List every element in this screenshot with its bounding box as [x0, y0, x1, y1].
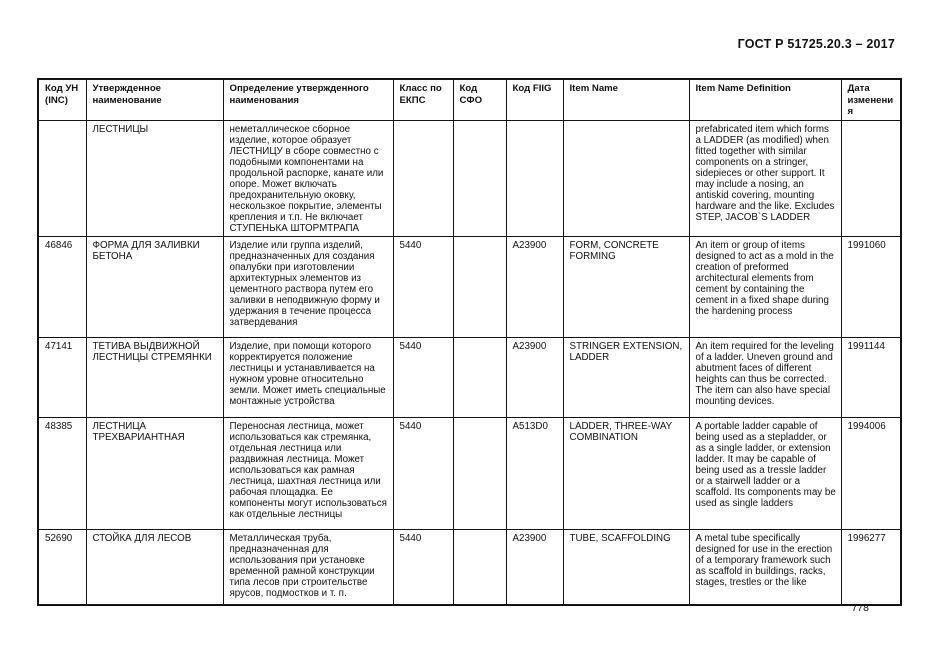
- col-header-sfo-code: Код СФО: [453, 79, 506, 120]
- cell-approved-name: ФОРМА ДЛЯ ЗАЛИВКИ БЕТОНА: [86, 236, 223, 337]
- cell-ekps-class: 5440: [393, 236, 453, 337]
- classification-table: [37, 78, 902, 606]
- page-number: 778: [851, 602, 869, 614]
- cell-inc-code: 48385: [38, 417, 86, 529]
- cell-definition-ru: Переносная лестница, может использоваться как стремянка, отдельная лестница или раздвижная лестница. Может использоваться как рамная лестница, шахтная лестница или рабочая площадка. Ее компоненты могут использоваться как отдельные лестницы: [223, 417, 393, 529]
- cell-ekps-class: [393, 120, 453, 236]
- cell-approved-name: ЛЕСТНИЦЫ: [86, 120, 223, 236]
- document-title: ГОСТ Р 51725.20.3 – 2017: [737, 37, 895, 51]
- cell-ekps-class: 5440: [393, 529, 453, 605]
- cell-inc-code: [38, 120, 86, 236]
- cell-item-name-definition: A portable ladder capable of being used as a stepladder, or as a single ladder, or extension ladder. It may be capable of being used as a tressle ladder or a stairwell ladder or a scaffold. Its components may be used as single ladders: [689, 417, 841, 529]
- table-row: [38, 529, 901, 605]
- cell-approved-name: ТЕТИВА ВЫДВИЖНОЙ ЛЕСТНИЦЫ СТРЕМЯНКИ: [86, 337, 223, 417]
- cell-inc-code: 52690: [38, 529, 86, 605]
- cell-item-name: FORM, CONCRETE FORMING: [563, 236, 689, 337]
- table-row: [38, 417, 901, 529]
- cell-fiig-code: [506, 120, 563, 236]
- cell-item-name: TUBE, SCAFFOLDING: [563, 529, 689, 605]
- cell-fiig-code: A23900: [506, 529, 563, 605]
- cell-item-name: STRINGER EXTENSION, LADDER: [563, 337, 689, 417]
- table-row: [38, 337, 901, 417]
- cell-sfo-code: [453, 417, 506, 529]
- col-header-item-name-definition: Item Name Definition: [689, 79, 841, 120]
- col-header-item-name: Item Name: [563, 79, 689, 120]
- table-row: [38, 236, 901, 337]
- cell-item-name-definition: An item required for the leveling of a ladder. Uneven ground and abutment faces of different heights can thus be corrected. The item can also have special mounting devices.: [689, 337, 841, 417]
- cell-item-name: [563, 120, 689, 236]
- cell-item-name-definition: An item or group of items designed to act as a mold in the creation of preformed architectural elements from cement by containing the cement in a fixed shape during the hardening process: [689, 236, 841, 337]
- col-header-inc-code: Код УН (INC): [38, 79, 86, 120]
- cell-ekps-class: 5440: [393, 337, 453, 417]
- cell-ekps-class: 5440: [393, 417, 453, 529]
- cell-sfo-code: [453, 337, 506, 417]
- cell-inc-code: 46846: [38, 236, 86, 337]
- cell-inc-code: 47141: [38, 337, 86, 417]
- col-header-fiig-code: Код FIIG: [506, 79, 563, 120]
- cell-fiig-code: A23900: [506, 236, 563, 337]
- cell-definition-ru: Металлическая труба, предназначенная для использования при установке временной рамной конструкции типа лесов при строительстве ярусов, подмостков и т. п.: [223, 529, 393, 605]
- cell-item-name-definition: prefabricated item which forms a LADDER (as modified) when fitted together with similar components on a stringer, sidepieces or other support. It may include a nosing, an antiskid covering, mounting hardware and the like. Excludes STEP, JACOB`S LADDER: [689, 120, 841, 236]
- col-header-definition-ru: Определение утвержденного наименования: [223, 79, 393, 120]
- cell-item-name-definition: A metal tube specifically designed for use in the erection of a temporary framework such as scaffold in buildings, racks, stages, trestles or the like: [689, 529, 841, 605]
- col-header-ekps-class: Класс по ЕКПС: [393, 79, 453, 120]
- cell-sfo-code: [453, 120, 506, 236]
- cell-change-date: 1991060: [841, 236, 901, 337]
- cell-change-date: 1996277: [841, 529, 901, 605]
- cell-definition-ru: неметаллическое сборное изделие, которое образует ЛЕСТНИЦУ в сборе совместно с подобными компонентами на продольной распорке, канате или опоре. Может включать предохранительную оковку, нескользкое покрытие, элементы крепления и т.п. Не включает СТУПЕНЬКА ШТОРМТРАПА: [223, 120, 393, 236]
- col-header-change-date: Дата изменения: [841, 79, 901, 120]
- cell-fiig-code: A23900: [506, 337, 563, 417]
- col-header-approved-name: Утвержденное наименование: [86, 79, 223, 120]
- cell-definition-ru: Изделие, при помощи которого корректируется положение лестницы и устанавливается на нужном уровне относительно земли. Может иметь специальные монтажные устройства: [223, 337, 393, 417]
- cell-approved-name: СТОЙКА ДЛЯ ЛЕСОВ: [86, 529, 223, 605]
- cell-definition-ru: Изделие или группа изделий, предназначенных для создания опалубки при изготовлении архитектурных элементов из цементного раствора путем его заливки в неподвижную форму и удержания в течение процесса затвердевания: [223, 236, 393, 337]
- table-row: [38, 120, 901, 236]
- cell-change-date: [841, 120, 901, 236]
- cell-item-name: LADDER, THREE-WAY COMBINATION: [563, 417, 689, 529]
- cell-change-date: 1991144: [841, 337, 901, 417]
- cell-sfo-code: [453, 529, 506, 605]
- cell-sfo-code: [453, 236, 506, 337]
- table-header-row: [38, 79, 901, 120]
- cell-change-date: 1994006: [841, 417, 901, 529]
- cell-fiig-code: A513D0: [506, 417, 563, 529]
- cell-approved-name: ЛЕСТНИЦА ТРЕХВАРИАНТНАЯ: [86, 417, 223, 529]
